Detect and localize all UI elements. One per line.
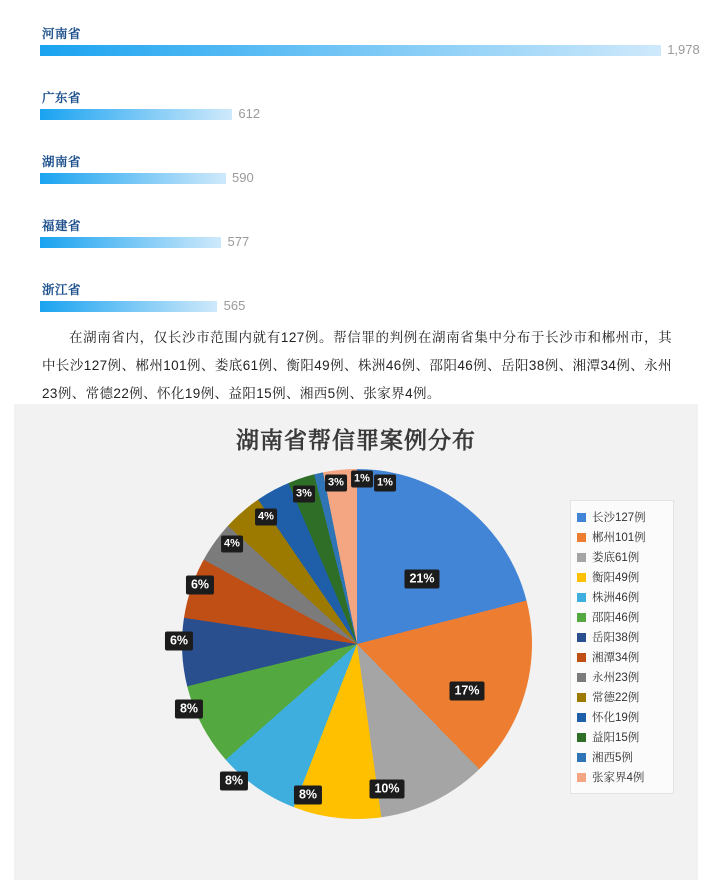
legend-item — [577, 607, 667, 627]
bar-fill — [40, 173, 226, 184]
legend-item — [577, 667, 667, 687]
bar-label: 浙江省 — [42, 283, 82, 297]
legend-swatch-icon — [577, 733, 586, 742]
legend-label: 湘潭34例 — [592, 652, 640, 664]
pie-slice-label: 3% — [325, 475, 347, 492]
pie-slice-label: 6% — [186, 576, 214, 595]
pie-slice-label: 21% — [404, 570, 439, 589]
legend-label: 株洲46例 — [592, 592, 640, 604]
legend-label: 永州23例 — [592, 672, 640, 684]
legend-label: 湘西5例 — [592, 752, 633, 764]
legend-item — [577, 707, 667, 727]
pie-slice-label: 4% — [255, 509, 277, 526]
legend-swatch-icon — [577, 593, 586, 602]
province-bar-chart — [40, 26, 700, 346]
legend-swatch-icon — [577, 613, 586, 622]
legend-label: 怀化19例 — [592, 712, 640, 724]
bar-value: 577 — [227, 234, 250, 249]
pie-slice-label: 6% — [165, 632, 193, 651]
bar-value: 590 — [232, 170, 254, 185]
bar-value: 612 — [238, 106, 261, 121]
legend-item — [577, 507, 667, 527]
bar-row — [40, 282, 680, 329]
legend-label: 常德22例 — [592, 692, 640, 704]
pie-slice-label: 1% — [374, 475, 396, 492]
bar-fill — [40, 301, 217, 312]
legend-swatch-icon — [577, 653, 586, 662]
bar-track — [40, 234, 680, 249]
legend-item — [577, 647, 667, 667]
legend-swatch-icon — [577, 513, 586, 522]
legend-item — [577, 727, 667, 747]
legend-swatch-icon — [577, 773, 586, 782]
pie-slice-label: 8% — [220, 772, 248, 791]
bar-track — [40, 42, 700, 57]
bar-fill — [40, 237, 221, 248]
pie-slice-label: 3% — [293, 486, 315, 503]
legend-swatch-icon — [577, 633, 586, 642]
bar-track — [40, 106, 680, 121]
bar-track — [40, 170, 680, 185]
pie-slice-label: 8% — [294, 786, 322, 805]
bar-fill — [40, 109, 232, 120]
pie-slice-label: 4% — [221, 536, 243, 553]
pie-legend — [570, 500, 674, 794]
legend-swatch-icon — [577, 693, 586, 702]
bar-value: 565 — [223, 298, 246, 313]
pie-slice-label: 17% — [449, 682, 484, 701]
legend-label: 长沙127例 — [592, 512, 646, 524]
legend-swatch-icon — [577, 673, 586, 682]
legend-label: 郴州101例 — [592, 532, 646, 544]
legend-swatch-icon — [577, 553, 586, 562]
bar-label: 河南省 — [42, 27, 82, 41]
legend-label: 益阳15例 — [592, 732, 640, 744]
legend-swatch-icon — [577, 533, 586, 542]
legend-item — [577, 587, 667, 607]
pie-chart-title: 湖南省帮信罪案例分布 — [236, 427, 476, 453]
pie-chart-area — [169, 469, 532, 819]
pie-chart-panel — [14, 404, 698, 880]
legend-label: 娄底61例 — [592, 552, 640, 564]
legend-swatch-icon — [577, 753, 586, 762]
bar-label: 福建省 — [42, 219, 82, 233]
bar-label: 湖南省 — [42, 155, 82, 169]
legend-item — [577, 687, 667, 707]
legend-item — [577, 767, 667, 787]
legend-swatch-icon — [577, 573, 586, 582]
bar-row — [40, 218, 680, 265]
pie-graphic — [182, 469, 532, 819]
bar-row — [40, 90, 680, 137]
bar-fill — [40, 45, 661, 56]
legend-item — [577, 527, 667, 547]
pie-slice-label: 8% — [175, 700, 203, 719]
legend-item — [577, 567, 667, 587]
bar-label: 广东省 — [42, 91, 82, 105]
bar-row — [40, 154, 680, 201]
legend-label: 衡阳49例 — [592, 572, 640, 584]
bar-value: 1,978 — [667, 42, 700, 57]
legend-item — [577, 547, 667, 567]
legend-swatch-icon — [577, 713, 586, 722]
legend-item — [577, 747, 667, 767]
pie-slice-label: 10% — [369, 780, 404, 799]
body-paragraph: 在湖南省内，仅长沙市范围内就有127例。帮信罪的判例在湖南省集中分布于长沙市和郴州市，其中长沙127例、郴州101例、娄底61例、衡阳49例、株洲46例、邵阳46例、岳阳38例、湘潭34例、永州23例、常德22例、怀化19例、益阳15例、湘西5例、张家界4例。 — [42, 329, 672, 401]
legend-item — [577, 627, 667, 647]
legend-label: 邵阳46例 — [592, 612, 640, 624]
legend-label: 张家界4例 — [592, 772, 645, 784]
pie-slice-label: 1% — [351, 471, 373, 488]
bar-row — [40, 26, 700, 73]
bar-track — [40, 298, 680, 313]
legend-label: 岳阳38例 — [592, 632, 640, 644]
